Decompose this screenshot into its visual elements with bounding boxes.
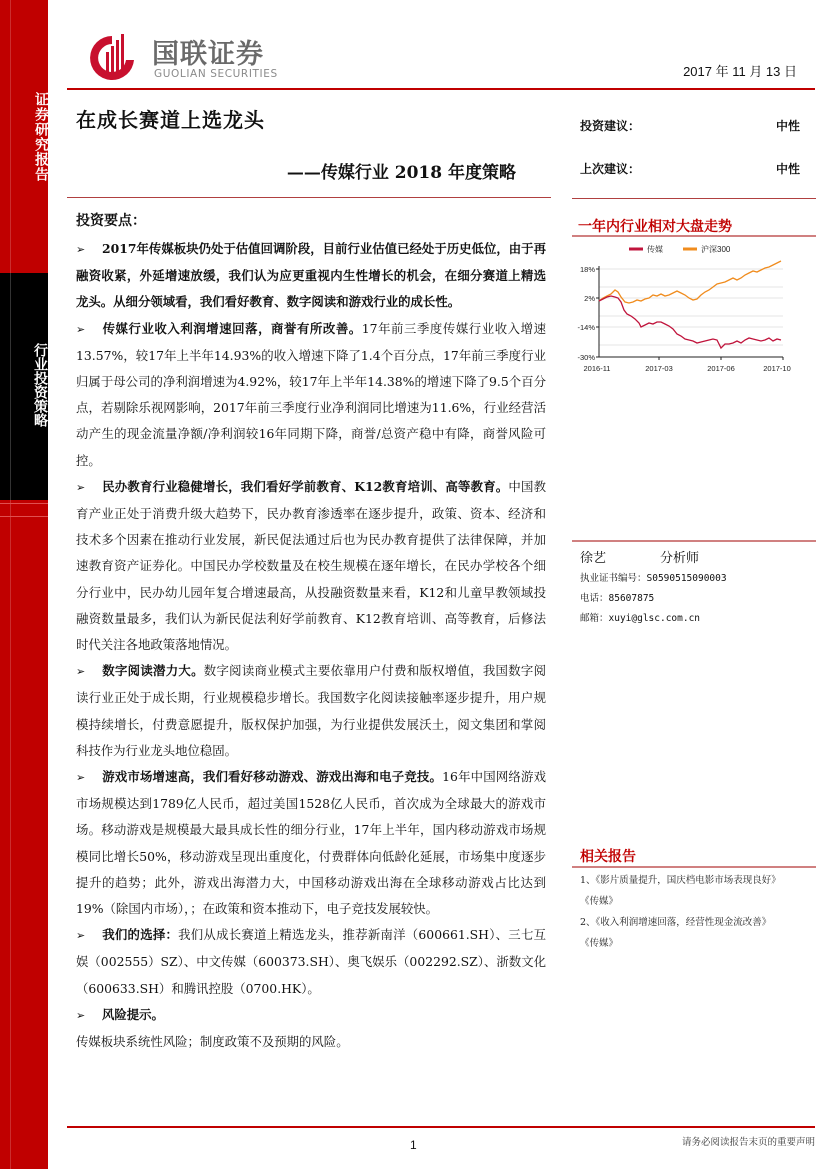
svg-text:2%: 2% [584,294,595,303]
svg-text:2017-03: 2017-03 [645,364,673,373]
analyst-divider [572,540,816,542]
rating-current-value: 中性 [775,119,800,133]
svg-text:18%: 18% [579,265,595,274]
report-date: 2017 年 11 月 13 日 [683,64,797,79]
related-report-2-title[interactable]: 2、《收入利润增速回落，经营性现金流改善》 [580,917,772,928]
rating-current [580,117,800,134]
bullet-education-bold: 民办教育行业稳健增长，我们看好学前教育、K12教育培训、高等教育。 [102,478,509,494]
bullet-risk-bold: 风险提示。 [102,1006,164,1022]
header-divider [67,88,815,90]
related-reports-title: 相关报告 [580,849,636,865]
related-reports-divider [572,866,816,868]
section-heading-highlights: 投资要点： [76,213,146,229]
bullet-digital-reading-text: 数字阅读商业模式主要依靠用户付费和版权增值，我国数字阅读行业正处于成长期，行业规模稳步增长。我国数字化阅读接触率逐步提升，用户规模持续增长，付费意愿提升，版权保护加强，为行业提供发展沃土，阅文集团和掌阅科技作为行业龙头地位稳固。 [76,663,547,758]
relative-performance-chart [565,240,815,380]
company-logo [84,30,304,85]
footer-disclaimer: 请务必阅读报告末页的重要声明 [681,1137,815,1148]
bullet-revenue-profit [76,316,546,474]
svg-text:2017-06: 2017-06 [707,364,735,373]
rating-divider [572,198,816,199]
arrow-bullet-icon: ➢ [76,243,86,256]
bullet-risk [76,1002,546,1029]
related-report-1-category: 《传媒》 [580,896,619,907]
bullet-education-text: 中国教育产业正处于消费升级大趋势下，民办教育渗透率在逐步提升，政策、资本、经济和技术多个因素在推动行业发展，新民促法通过后也为民办教育提供了法律保障，并加速教育资产证券化。中国民办学校数量及在校生规模在逐年增长，在民办学校各个细分行业中，民办幼儿园年复合增速最高，从投融资数量来看，K12和儿童早教领域投融资数量最多，我们认为新民促法利好学前教育、K12教育培训、高等教育，后修法时代关注各地政策落地情况。 [76,478,547,653]
bullet-revenue-profit-bold: 传媒行业收入利润增速回落，商誉有所改善。 [102,320,362,336]
bullet-valuation [76,236,546,316]
logo-text-cn: 国联证券 [152,39,264,70]
sidebar-divider [0,503,48,504]
title-divider [67,197,551,198]
arrow-bullet-icon: ➢ [76,771,86,785]
svg-text:2017-10: 2017-10 [763,364,791,373]
arrow-bullet-icon: ➢ [76,322,86,336]
left-sidebar [0,0,48,1169]
analyst-license: 执业证书编号：S0590515090003 [580,573,727,584]
page-number: 1 [410,1138,417,1152]
footer-divider [67,1126,815,1128]
sidebar-black-band [0,273,48,500]
bullet-gaming-bold: 游戏市场增速高，我们看好移动游戏、游戏出海和电子竞技。 [102,769,443,785]
chart-title: 一年内行业相对大盘走势 [578,219,732,235]
rating-current-label: 投资建议： [580,119,641,133]
analyst-email[interactable]: 邮箱：xuyi@glsc.com.cn [580,613,701,624]
bullet-our-picks [76,922,546,1002]
guolian-logo-icon [84,30,140,86]
report-title: 在成长赛道上选龙头 [76,108,265,132]
chart-title-divider [572,235,816,237]
bullet-revenue-profit-text: 17年前三季度传媒行业收入增速13.57%，较17年上半年14.93%的收入增速下降了1.4个百分点，17年前三季度行业归属于母公司的净利润增速为4.92%，较17年上半年14.38%的增速下降了9.5个百分点，若剔除乐视网影响，2017年前三季度行业净利润同比增速为11.6%，行业经营活动产生的现金流量净额/净利润较16年同期下降，商誉/总资产稳中有降，商誉风险可控。 [76,320,546,468]
rating-previous [580,160,800,177]
bullet-gaming [76,764,546,922]
related-report-2-category: 《传媒》 [580,938,619,949]
analyst-role: 分析师 [660,551,700,566]
sidebar-divider [0,516,48,517]
bullet-gaming-text: 16年中国网络游戏市场规模达到1789亿人民币，超过美国1528亿人民币，首次成为全球最大的游戏市场。移动游戏是规模最大最具成长性的细分行业，17年上半年，国内移动游戏市场规模同比增长50%，移动游戏呈现出重度化，付费群体向低龄化延展，市场集中度逐步提升的趋势；此外，游戏出海潜力大，中国移动游戏出海在全球移动游戏占比达到19%（除国内市场），；在政策和资本推动下，电子竞技发展较快。 [76,769,546,917]
svg-text:-14%: -14% [577,323,595,332]
arrow-bullet-icon: ➢ [76,665,86,679]
bullet-our-picks-text: 我们从成长赛道上精选龙头，推荐新南洋（600661.SH）、三七互娱（002555）SZ）、中文传媒（600373.SH）、奥飞娱乐（002292.SZ）、浙数文化（600633.SH）和腾讯控股（0700.HK）。 [76,927,546,996]
logo-text-en: GUOLIAN SECURITIES [154,68,278,80]
bullet-digital-reading [76,658,546,764]
bullet-digital-reading-bold: 数字阅读潜力大。 [102,663,204,679]
legend-label-hs300: 沪深300 [701,245,731,254]
legend-label-media: 传媒 [647,245,663,254]
arrow-bullet-icon: ➢ [76,1008,86,1022]
arrow-bullet-icon: ➢ [76,929,86,943]
rating-previous-label: 上次建议： [580,162,641,176]
svg-text:-30%: -30% [577,353,595,362]
bullet-our-picks-bold: 我们的选择： [102,927,179,943]
line-chart-svg [565,240,815,380]
related-report-1-title[interactable]: 1、《影片质量提升，国庆档电影市场表现良好》 [580,875,781,886]
analyst-phone: 电话：85607875 [580,593,655,604]
svg-text:2016-11: 2016-11 [583,364,611,373]
rating-previous-value: 中性 [775,162,800,176]
highlights-content [76,236,546,1055]
report-subtitle: ——传媒行业 2018 年度策略 [286,163,516,183]
bullet-valuation-bold: 2017年传媒板块仍处于估值回调阶段，目前行业估值已经处于历史低位，由于再融资收紧，外延增速放缓，我们认为应更重视内生性增长的机会，在细分赛道上精选龙头。从细分领域看，我们看好教育、数字阅读和游戏行业的成长性。 [76,241,546,310]
risk-text: 传媒板块系统性风险；制度政策不及预期的风险。 [76,1034,349,1050]
analyst-name: 徐艺 [580,551,607,566]
bullet-education [76,474,546,658]
sidebar-label-category: 行业投资策略 [32,343,48,427]
arrow-bullet-icon: ➢ [76,480,86,494]
sidebar-label-report-type: 证券研究报告 [33,92,49,182]
